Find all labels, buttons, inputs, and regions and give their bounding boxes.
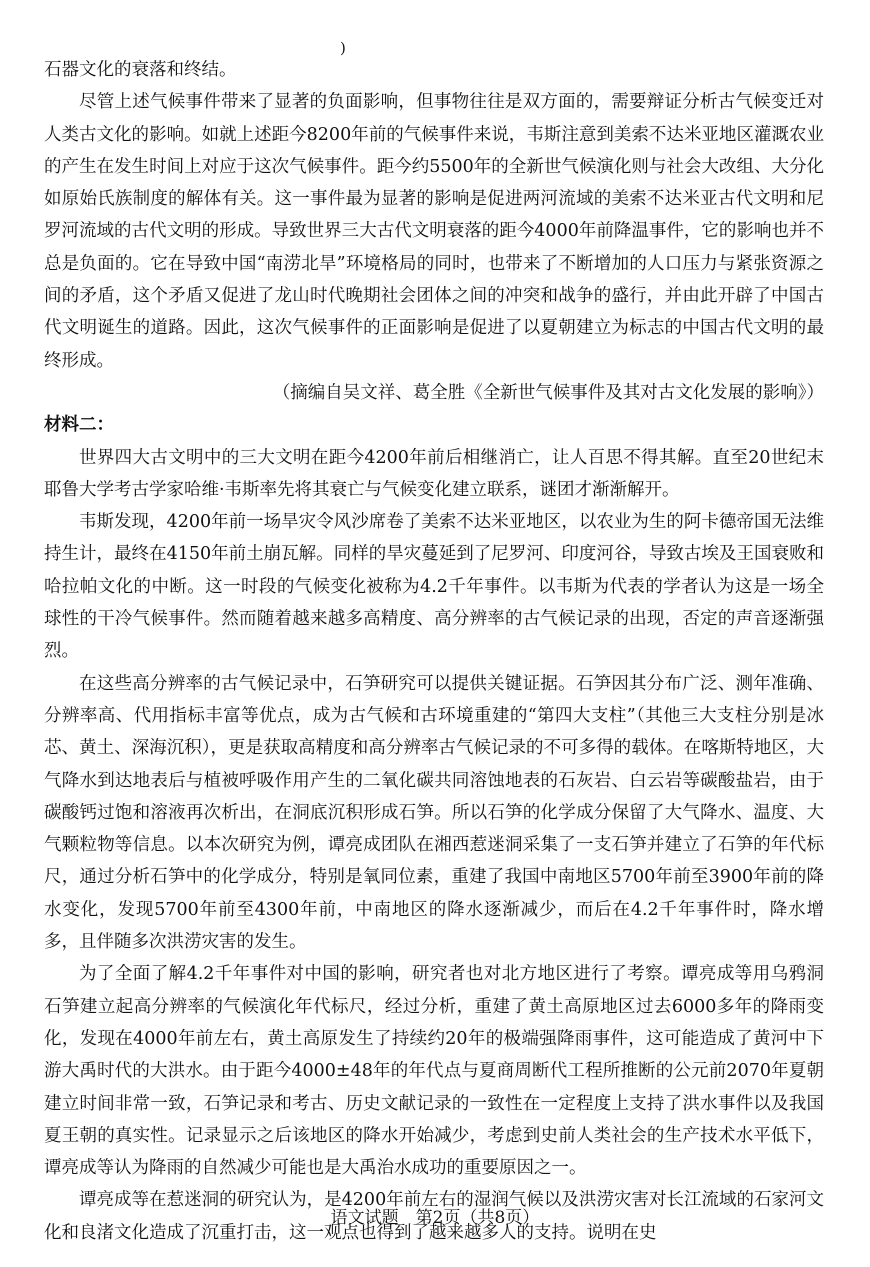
paragraph-stalagmite-research: 在这些高分辨率的古气候记录中，石笋研究可以提供关键证据。石笋因其分布广泛、测年准确、分辨率高、代用指标丰富等优点，成为古气候和古环境重建的“第四大支柱”（其他三大支柱分别是冰芯、黄土、深海沉积），更是获取高精度和高分辨率古气候记录的不可多得的载体。在喀斯特地区，大气降水到达地表后与植被呼吸作用产生的二氧化碳共同溶蚀地表的石灰岩、白云岩等碳酸盐岩，由于碳酸钙过饱和溶液再次析出，在洞底沉积形成石笋。所以石笋的化学成分保留了大气降水、温度、大气颗粒物等信息。以本次研究为例，谭亮成团队在湘西惹迷洞采集了一支石笋并建立了石笋的年代标尺，通过分析石笋中的化学成分，特别是氧同位素，重建了我国中南地区5700年前至3900年前的降水变化，发现5700年前至4300年前，中南地区的降水逐渐减少，而后在4.2千年事件时，降水增多，且伴随多次洪涝灾害的发生。 [44, 673, 824, 953]
margin-mark: ) [340, 39, 346, 57]
paragraph-yangtze-cultures: 谭亮成等在惹迷洞的研究认为，是4200年前左右的湿润气候以及洪涝灾害对长江流域的石家河文化和良渚文化造成了沉重打击，这一观点也得到了越来越多人的支持。说明在史 [44, 1190, 824, 1243]
article-body [44, 54, 824, 1249]
page-footer: 语文试题 第2页（共8页） [330, 1208, 540, 1228]
paragraph-climate-impact: 尽管上述气候事件带来了显著的负面影响，但事物往往是双方面的，需要辩证分析古气候变迁对人类古文化的影响。如就上述距今8200年前的气候事件来说，韦斯注意到美索不达米亚地区灌溉农业的产生在发生时间上对应于这次气候事件。距今约5500年的全新世气候演化则与社会大改组、大分化如原始氏族制度的解体有关。这一事件最为显著的影响是促进两河流域的美索不达米亚古代文明和尼罗河流域的古代文明的形成。导致世界三大古代文明衰落的距今4000年前降温事件，它的影响也并不总是负面的。它在导致中国“南涝北旱”环境格局的同时，也带来了不断增加的人口压力与紧张资源之间的矛盾，这个矛盾又促进了龙山时代晚期社会团体之间的冲突和战争的盛行，并由此开辟了中国古代文明诞生的道路。因此，这次气候事件的正面影响是促进了以夏朝建立为标志的中国古代文明的最终形成。 [44, 92, 824, 371]
paragraph-three-civilizations: 世界四大古文明中的三大文明在距今4200年前后相继消亡，让人百思不得其解。直至20世纪末耶鲁大学考古学家哈维·韦斯率先将其衰亡与气候变化建立联系，谜团才渐渐解开。 [44, 447, 824, 500]
paragraph-northern-region: 为了全面了解4.2千年事件对中国的影响，研究者也对北方地区进行了考察。谭亮成等用乌鸦洞石笋建立起高分辨率的气候演化年代标尺，经过分析，重建了黄土高原地区过去6000多年的降雨变化，发现在4000年前左右，黄土高原发生了持续约20年的极端强降雨事件，这可能造成了黄河中下游大禹时代的大洪水。由于距今4000±48年的年代点与夏商周断代工程所推断的公元前2070年夏朝建立时间非常一致，石笋记录和考古、历史文献记录的一致性在一定程度上支持了洪水事件以及我国夏王朝的真实性。记录显示之后该地区的降水开始减少，考虑到史前人类社会的生产技术水平低下，谭亮成等认为降雨的自然减少可能也是大禹治水成功的重要原因之一。 [44, 964, 824, 1179]
paragraph-weiss-discovery: 韦斯发现，4200年前一场旱灾令风沙席卷了美索不达米亚地区，以农业为生的阿卡德帝国无法维持生计，最终在4150年前土崩瓦解。同样的旱灾蔓延到了尼罗河、印度河谷，导致古埃及王国衰败和哈拉帕文化的中断。这一时段的气候变化被称为4.2千年事件。以韦斯为代表的学者认为这是一场全球性的干冷气候事件。然而随着越来越多高精度、高分辨率的古气候记录的出现，否定的声音逐渐强烈。 [44, 512, 824, 662]
material-two-label: 材料二： [44, 415, 114, 436]
paragraph-continuation: 石器文化的衰落和终结。 [44, 60, 237, 80]
source-citation: （摘编自吴文祥、葛全胜《全新世气候事件及其对古文化发展的影响》） [272, 382, 824, 403]
